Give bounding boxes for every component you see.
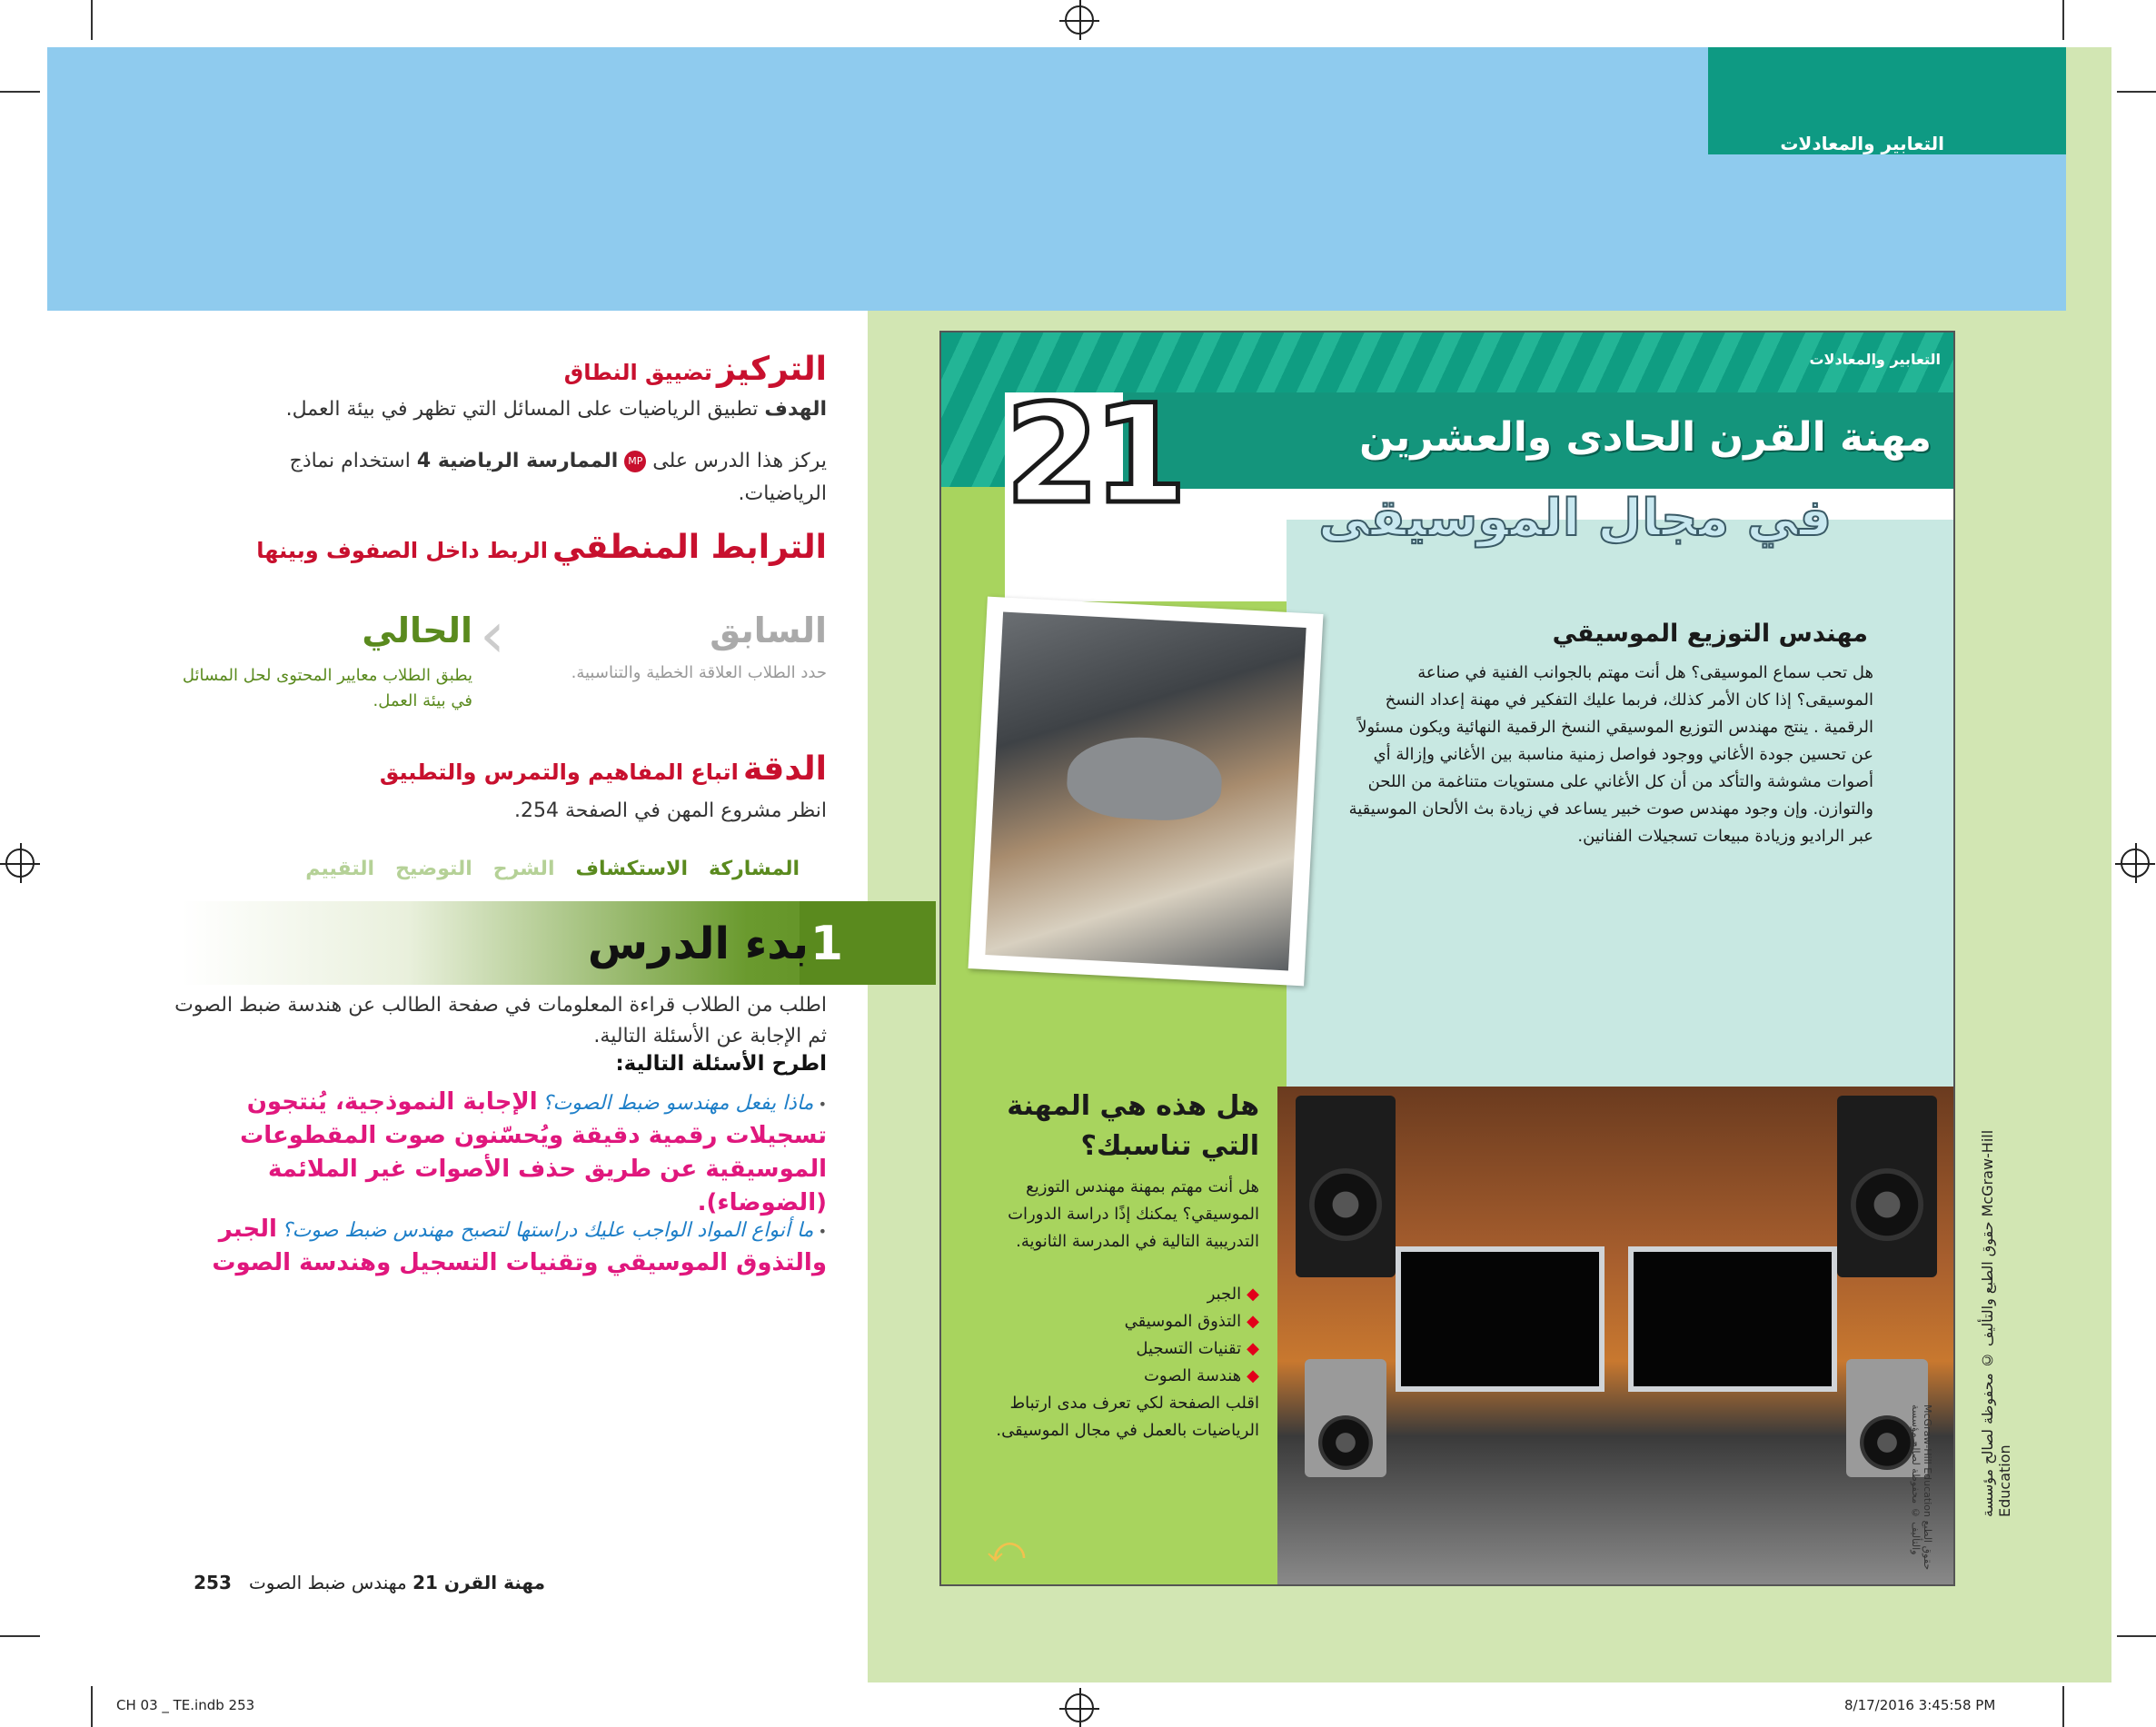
coherence-heading [200,529,827,574]
speaker [1296,1096,1396,1277]
phase-evaluate: التقييم [305,858,375,880]
rigor-heading [273,750,827,796]
question-text: ما أنواع المواد الواجب عليك دراستها لتصبح مهندس ضبط صوت؟ [281,1219,814,1242]
speaker-cone [1309,1168,1382,1241]
crop-mark [0,91,40,93]
math-practice-icon: MP [624,451,646,472]
career-heading: مهندس التوزيع الموسيقي [1552,620,1868,648]
career-description: هل تحب سماع الموسيقى؟ هل أنت مهتم بالجوانب الفنية في صناعة الموسيقى؟ إذا كان الأمر كذلك، فربما عليك التفكير في مهنة إعداد النسخ الرقمية . ينتج مهندس التوزيع الموسيقي النسخ الرقمية النهائية ويكون مسئولاً عن تحسين جودة الأغاني ووجود فواصل زمنية مناسبة بين الأغاني وإزالة أي أصوات مشوشة والتأكد من أن كل الأغاني على مستويات متناغمة من اللحن والتوازن. وإن وجود مهندس صوت خبير يساعد في زيادة بث الألحان الموسيقية عبر الراديو وزيادة مبيعات تسجيلات الفنانين. [1348,663,1873,846]
student-page-subtitle: في مجال الموسيقى [1318,489,1832,548]
list-item: ◆ الجبر [969,1281,1259,1308]
rigor-text: انظر مشروع المهن في الصفحة 254. [514,799,827,822]
phase-elaborate: التوضيح [395,858,472,880]
registration-mark [5,849,35,878]
crop-mark [91,0,93,40]
list-item: ◆ هندسة الصوت [969,1363,1259,1390]
bullet-icon: • [818,1096,827,1113]
page-number: 253 [194,1572,232,1593]
previous-title: السابق [710,610,827,650]
practice-bold: الممارسة الرياضية 4 [416,450,619,472]
chevron-left-icon: ‹ [480,598,505,672]
student-page-section-label: التعابير والمعادلات [1809,351,1941,368]
answer-text: الإجابة النموذجية، يُنتجون تسجيلات رقمية دقيقة ويُحسّنون صوت المقطوعات الموسيقية عن طريق حذف الأصوات غير الملائمة (الضوضاء). [240,1088,827,1216]
crop-mark [2117,1635,2156,1637]
career-fit-text: هل أنت مهتم بمهنة مهندس التوزيع الموسيقي؟ يمكنك إذًا دراسة الدورات التدريبية التالية في المدرسة الثانوية. [1008,1177,1259,1251]
monitor-screen [1396,1246,1605,1392]
print-slug-date: 8/17/2016 3:45:58 PM [1844,1697,1996,1713]
footer-label: مهندس ضبط الصوت [248,1572,407,1593]
registration-mark [2121,849,2150,878]
turn-page-arrow-icon: ⤺ [987,1529,1026,1571]
registration-mark [1065,1693,1094,1722]
crop-mark [0,1635,40,1637]
course-list [969,1281,1259,1390]
speaker [1837,1096,1937,1277]
student-page-title: مهنة القرن الحادى والعشرين [1359,414,1932,461]
coherence-title: الترابط المنطقي [552,529,827,566]
current-title: الحالي [362,610,472,650]
lesson-title: بدء الدرس [587,918,809,969]
focus-subtitle: تضييق النطاق [563,360,712,385]
engineer-photo-image [985,612,1306,971]
footer-label-bold: مهنة القرن 21 [412,1572,545,1593]
question-item [182,1214,827,1305]
phase-engage: المشاركة [709,858,800,880]
list-item: ◆ التذوق الموسيقي [969,1308,1259,1335]
crop-mark [91,1686,93,1727]
career-fit-heading: هل هذه هي المهنة التي تناسبك؟ [1007,1090,1259,1162]
practice-suffix: استخدام نماذج الرياضيات. [289,450,827,505]
crop-mark [2062,1686,2064,1727]
monitor-screen [1628,1246,1837,1392]
speaker [1305,1359,1386,1477]
question-item [182,1087,827,1216]
focus-heading [273,351,827,394]
lesson-number: 1 [810,917,844,971]
chapter-number: 21 [1005,376,1180,534]
previous-description: حدد الطلاب العلاقة الخطية والتناسبية. [571,663,827,682]
question-text: ماذا يفعل مهندسو ضبط الصوت؟ [541,1092,814,1115]
phase-explain: الشرح [492,858,555,880]
phase-explore: الاستكشاف [575,858,689,880]
practice-prefix: يركز هذا الدرس على [652,450,827,472]
goal-label: الهدف [764,398,827,421]
crop-mark [2062,0,2064,40]
practice-line [200,445,827,514]
lesson-phases [273,858,800,890]
goal-text: تطبيق الرياضيات على المسائل التي تظهر في بيئة العمل. [285,398,759,421]
studio-photo [1277,1087,1955,1586]
goal-line [200,398,827,429]
lesson-intro: اطلب من الطلاب قراءة المعلومات في صفحة الطالب عن هندسة ضبط الصوت ثم الإجابة عن الأسئلة التالية. [174,994,827,1047]
rigor-subtitle: اتباع المفاهيم والتمرس والتطبيق [379,759,739,785]
hat-shape [1065,734,1223,824]
engineer-photo [969,597,1324,987]
focus-title: التركيز [717,351,827,388]
photo-credit: McGraw-Hill Education حقوق الطبع والتأليف © محفوظة لصالح مؤسسة [1910,1404,1933,1571]
speaker-cone [1318,1415,1373,1470]
student-page-preview [939,331,1955,1586]
answer-text: الجبر والتذوق الموسيقي وتقنيات التسجيل وهندسة الصوت [212,1216,827,1276]
speaker-cone [1851,1168,1923,1241]
bullet-icon: • [818,1223,827,1240]
publisher-copyright: حقوق الطبع والتأليف © محفوظة لصالح مؤسسة McGraw-Hill Education [1979,1129,2013,1517]
section-label: التعابير والمعادلات [1780,133,1944,154]
list-item: ◆ تقنيات التسجيل [969,1335,1259,1363]
coherence-subtitle: الربط داخل الصفوف وبينها [256,538,548,563]
print-slug-file: CH 03 _ TE.indb 253 [116,1697,255,1713]
registration-mark [1065,5,1094,35]
page-footer [154,1572,545,1599]
turn-page-text: اقلب الصفحة لكي تعرف مدى ارتباط الرياضيات بالعمل في مجال الموسيقى. [996,1394,1259,1440]
current-description: يطبق الطلاب معايير المحتوى لحل المسائل في بيئة العمل. [182,666,472,710]
ask-questions-heading: اطرح الأسئلة التالية: [615,1052,827,1076]
crop-mark [2117,91,2156,93]
rigor-title: الدقة [742,750,827,788]
